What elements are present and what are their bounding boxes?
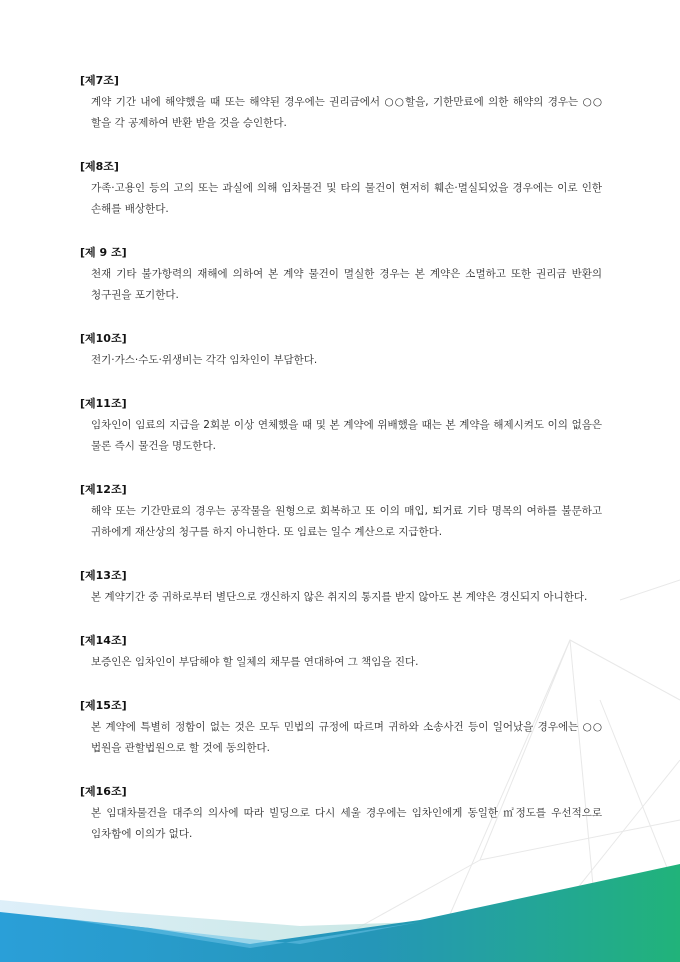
article-title: [제8조] [80, 160, 119, 173]
article-body: 계약 기간 내에 해약했을 때 또는 해약된 경우에는 권리금에서 ○○할을, 기한만료에 의한 해약의 경우는 ○○할을 각 공제하여 반환 받을 것을 승인한다. [91, 96, 602, 129]
article-8 [80, 160, 602, 220]
article-body: 본 계약기간 중 귀하로부터 별단으로 갱신하지 않은 취지의 통지를 받지 않아도 본 계약은 경신되지 아니한다. [91, 591, 588, 603]
article-10 [80, 332, 602, 371]
article-title: [제14조] [80, 634, 127, 647]
article-body: 보증인은 임차인이 부담해야 할 일체의 채무를 연대하여 그 책임을 진다. [91, 656, 419, 668]
article-body: 천재 기타 불가항력의 재해에 의하여 본 계약 물건이 멸실한 경우는 본 계약은 소멸하고 또한 권리금 반환의 청구권을 포기한다. [91, 268, 602, 301]
article-body: 본 계약에 특별히 정함이 없는 것은 모두 민법의 규정에 따르며 귀하와 소송사건 등이 일어났을 경우에는 ○○법원을 관할법원으로 할 것에 동의한다. [91, 721, 602, 754]
article-15 [80, 699, 602, 759]
article-title: [제16조] [80, 785, 127, 798]
article-11 [80, 397, 602, 457]
article-title: [제10조] [80, 332, 127, 345]
article-7 [80, 74, 602, 134]
article-13 [80, 569, 602, 608]
article-body: 본 임대차물건을 대주의 의사에 따라 빌딩으로 다시 세울 경우에는 임차인에게 동일한 ㎡정도를 우선적으로 임차함에 이의가 없다. [91, 807, 602, 840]
article-title: [제15조] [80, 699, 127, 712]
article-12 [80, 483, 602, 543]
article-16 [80, 785, 602, 845]
article-14 [80, 634, 602, 673]
contract-articles [80, 74, 602, 871]
article-body: 가족·고용인 등의 고의 또는 과실에 의해 임차물건 및 타의 물건이 현저히 훼손·멸실되었을 경우에는 이로 인한 손해를 배상한다. [91, 182, 602, 215]
article-9 [80, 246, 602, 306]
article-title: [제12조] [80, 483, 127, 496]
article-title: [제7조] [80, 74, 119, 87]
article-body: 임차인이 임료의 지급을 2회분 이상 연체했을 때 및 본 계약에 위배했을 때는 본 계약을 해제시켜도 이의 없음은 물론 즉시 물건을 명도한다. [91, 419, 602, 452]
article-body: 해약 또는 기간만료의 경우는 공작물을 원형으로 회복하고 또 이의 매입, 퇴거료 기타 명목의 여하를 불문하고 귀하에게 재산상의 청구를 하지 아니한다. 또 임료는 일수 계산으로 지급한다. [91, 505, 602, 538]
article-title: [제 9 조] [80, 246, 127, 259]
article-body: 전기·가스·수도·위생비는 각각 임차인이 부담한다. [91, 354, 318, 366]
article-title: [제13조] [80, 569, 127, 582]
article-title: [제11조] [80, 397, 127, 410]
